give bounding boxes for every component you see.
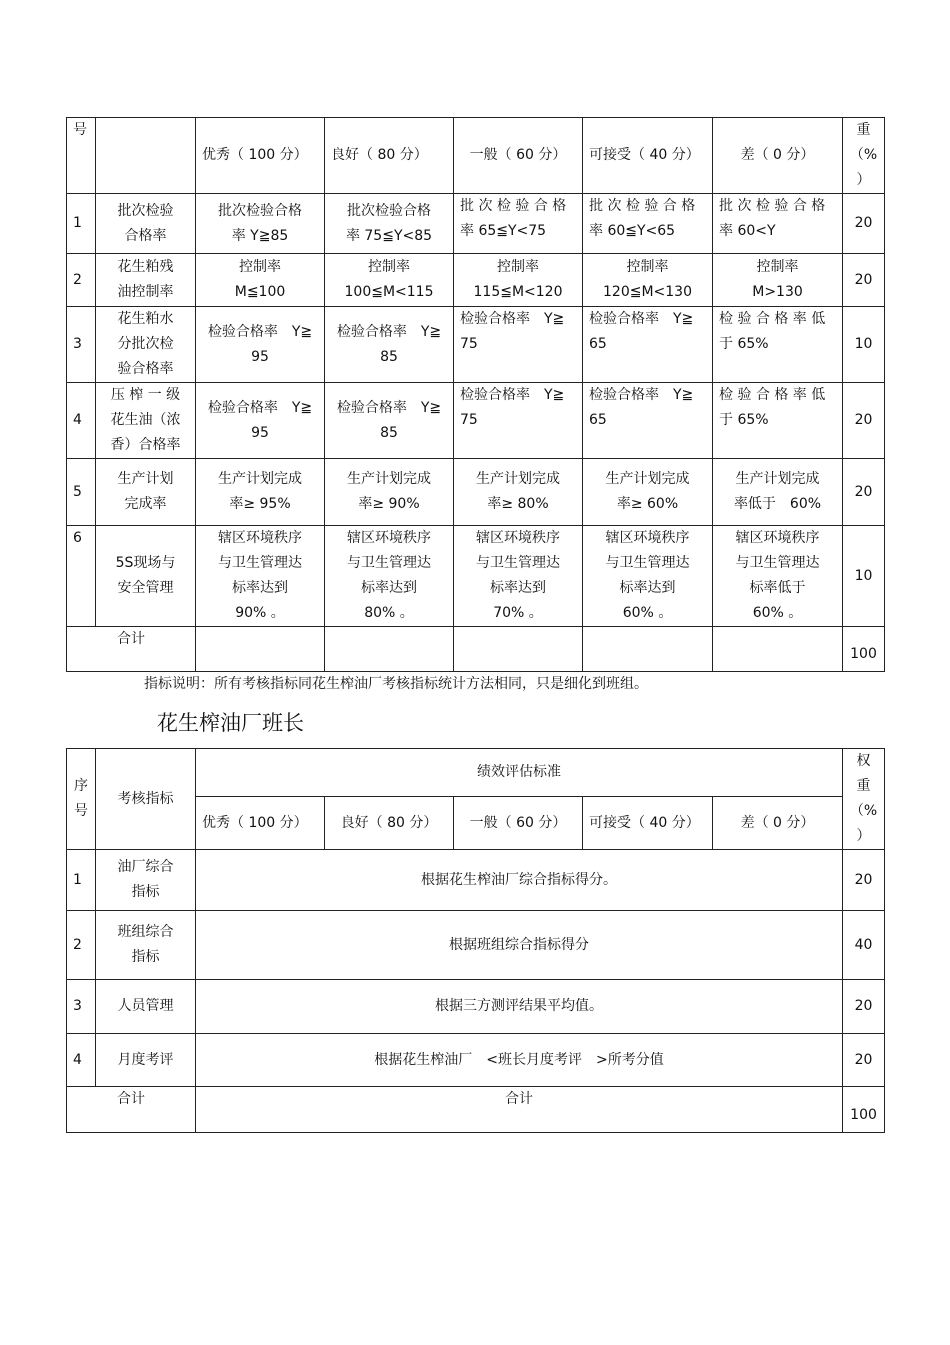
- row-weight: 20: [843, 1034, 885, 1087]
- row-weight: 20: [843, 850, 885, 911]
- row-weight: 10: [843, 526, 885, 627]
- row-cell: 控制率 120≦M<130: [583, 254, 713, 307]
- total-empty-cell: [325, 627, 454, 672]
- row-cell: 批 次 检 验 合 格 率 60<Y: [713, 194, 843, 254]
- row-standard: 根据三方测评结果平均值。: [196, 980, 843, 1034]
- header-indicator-empty: [96, 118, 196, 194]
- row-cell: 检 验 合 格 率 低 于 65%: [713, 307, 843, 383]
- row-cell: 生产计划完成 率≥ 80%: [454, 459, 583, 526]
- header-level-average: 一般（ 60 分）: [454, 797, 583, 850]
- table-row: [67, 459, 885, 526]
- row-cell: 辖区环境秩序 与卫生管理达 标率达到 80% 。: [325, 526, 454, 627]
- row-indicator: 压 榨 一 级 花生油（浓 香）合格率: [96, 383, 196, 459]
- row-cell: 辖区环境秩序 与卫生管理达 标率达到 70% 。: [454, 526, 583, 627]
- header-weight: 权 重 （% ）: [843, 749, 885, 850]
- row-cell: 辖区环境秩序 与卫生管理达 标率达到 60% 。: [583, 526, 713, 627]
- header-no: 序 号: [67, 749, 96, 850]
- row-cell: 检验合格率 Y≧ 95: [196, 307, 325, 383]
- row-no: 4: [67, 383, 96, 459]
- row-indicator: 人员管理: [96, 980, 196, 1034]
- row-cell: 批 次 检 验 合 格 率 60≦Y<65: [583, 194, 713, 254]
- row-indicator: 花生粕残 油控制率: [96, 254, 196, 307]
- table-row: [67, 383, 885, 459]
- header-standard: 绩效评估标准: [196, 749, 843, 797]
- row-no: 1: [67, 194, 96, 254]
- header-level-good: 良好（ 80 分）: [325, 797, 454, 850]
- row-weight: 40: [843, 911, 885, 980]
- row-standard: 根据花生榨油厂 <班长月度考评 >所考分值: [196, 1034, 843, 1087]
- row-indicator: 花生粕水 分批次检 验合格率: [96, 307, 196, 383]
- row-cell: 控制率 M≦100: [196, 254, 325, 307]
- row-no: 2: [67, 911, 96, 980]
- row-cell: 生产计划完成 率≥ 90%: [325, 459, 454, 526]
- row-weight: 10: [843, 307, 885, 383]
- table2-header-row: [67, 749, 885, 797]
- row-cell: 检验合格率 Y≧ 85: [325, 307, 454, 383]
- header-level-acceptable: 可接受（ 40 分）: [583, 797, 713, 850]
- indicator-note: 指标说明：所有考核指标同花生榨油厂考核指标统计方法相同，只是细化到班组。: [144, 676, 648, 692]
- header-weight: 重 （% ）: [843, 118, 885, 194]
- header-no: 号: [67, 118, 96, 194]
- row-cell: 控制率 100≦M<115: [325, 254, 454, 307]
- row-no: 5: [67, 459, 96, 526]
- row-indicator: 月度考评: [96, 1034, 196, 1087]
- row-no: 1: [67, 850, 96, 911]
- row-weight: 20: [843, 254, 885, 307]
- table-row: [67, 911, 885, 980]
- table-row: [67, 980, 885, 1034]
- row-cell: 控制率 115≦M<120: [454, 254, 583, 307]
- row-indicator: 批次检验 合格率: [96, 194, 196, 254]
- row-cell: 批次检验合格 率 75≦Y<85: [325, 194, 454, 254]
- header-level-acceptable: 可接受（ 40 分）: [583, 118, 713, 194]
- row-cell: 检验合格率 Y≧ 65: [583, 307, 713, 383]
- row-cell: 批 次 检 验 合 格 率 65≦Y<75: [454, 194, 583, 254]
- table-row: [67, 850, 885, 911]
- table-row: [67, 307, 885, 383]
- total-weight: 100: [843, 627, 885, 672]
- row-no: 2: [67, 254, 96, 307]
- row-cell: 辖区环境秩序 与卫生管理达 标率低于 60% 。: [713, 526, 843, 627]
- total-standard: 合计: [196, 1087, 843, 1133]
- row-cell: 辖区环境秩序 与卫生管理达 标率达到 90% 。: [196, 526, 325, 627]
- total-label: 合计: [67, 627, 196, 672]
- table-row: [67, 1034, 885, 1087]
- table1-total-row: [67, 627, 885, 672]
- row-no: 3: [67, 307, 96, 383]
- total-empty-cell: [196, 627, 325, 672]
- total-empty-cell: [713, 627, 843, 672]
- row-indicator: 油厂综合 指标: [96, 850, 196, 911]
- indicator-table-2: [66, 748, 885, 1133]
- row-cell: 检验合格率 Y≧ 95: [196, 383, 325, 459]
- header-level-average: 一般（ 60 分）: [454, 118, 583, 194]
- table-row: [67, 254, 885, 307]
- row-indicator: 生产计划 完成率: [96, 459, 196, 526]
- table-row: [67, 526, 885, 627]
- row-cell: 生产计划完成 率≥ 95%: [196, 459, 325, 526]
- total-empty-cell: [454, 627, 583, 672]
- row-weight: 20: [843, 980, 885, 1034]
- row-weight: 20: [843, 194, 885, 254]
- row-no: 4: [67, 1034, 96, 1087]
- row-cell: 批次检验合格 率 Y≧85: [196, 194, 325, 254]
- row-indicator: 班组综合 指标: [96, 911, 196, 980]
- row-no: 6: [67, 526, 96, 627]
- row-cell: 生产计划完成 率低于 60%: [713, 459, 843, 526]
- row-indicator: 5S现场与 安全管理: [96, 526, 196, 627]
- row-weight: 20: [843, 459, 885, 526]
- row-weight: 20: [843, 383, 885, 459]
- row-standard: 根据班组综合指标得分: [196, 911, 843, 980]
- header-level-excellent: 优秀（ 100 分）: [196, 118, 325, 194]
- row-cell: 检 验 合 格 率 低 于 65%: [713, 383, 843, 459]
- table-row: [67, 194, 885, 254]
- row-cell: 控制率 M>130: [713, 254, 843, 307]
- row-no: 3: [67, 980, 96, 1034]
- header-level-poor: 差（ 0 分）: [713, 118, 843, 194]
- section-title: 花生榨油厂班长: [157, 711, 304, 735]
- header-level-poor: 差（ 0 分）: [713, 797, 843, 850]
- table2-total-row: [67, 1087, 885, 1133]
- total-label: 合计: [67, 1087, 196, 1133]
- header-indicator: 考核指标: [96, 749, 196, 850]
- row-cell: 检验合格率 Y≧ 75: [454, 383, 583, 459]
- row-cell: 检验合格率 Y≧ 65: [583, 383, 713, 459]
- total-weight: 100: [843, 1087, 885, 1133]
- table1-header-row: [67, 118, 885, 194]
- row-cell: 检验合格率 Y≧ 75: [454, 307, 583, 383]
- indicator-table-1: [66, 117, 885, 672]
- header-level-excellent: 优秀（ 100 分）: [196, 797, 325, 850]
- row-cell: 检验合格率 Y≧ 85: [325, 383, 454, 459]
- row-standard: 根据花生榨油厂综合指标得分。: [196, 850, 843, 911]
- header-level-good: 良好（ 80 分）: [325, 118, 454, 194]
- total-empty-cell: [583, 627, 713, 672]
- row-cell: 生产计划完成 率≥ 60%: [583, 459, 713, 526]
